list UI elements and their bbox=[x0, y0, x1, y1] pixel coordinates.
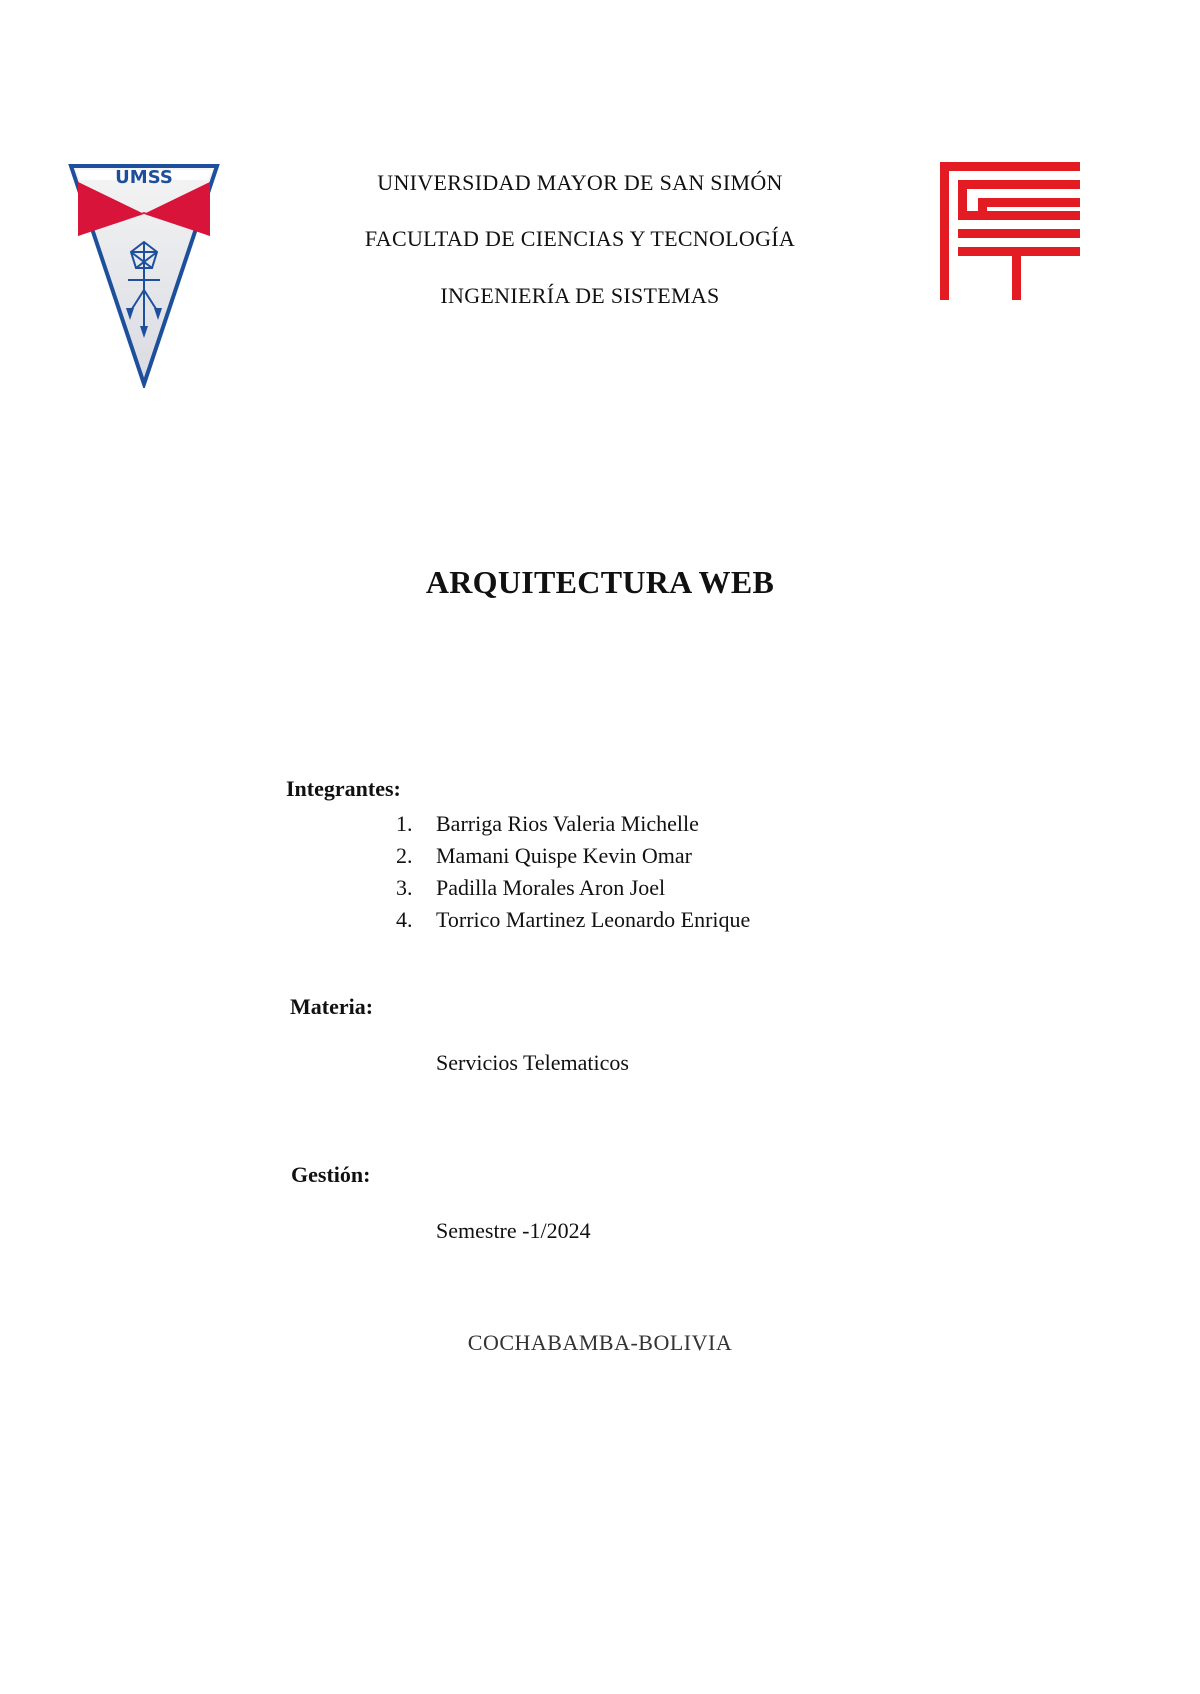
member-name: Padilla Morales Aron Joel bbox=[436, 875, 666, 900]
faculty-name: FACULTAD DE CIENCIAS Y TECNOLOGÍA bbox=[364, 226, 796, 251]
university-name: UNIVERSIDAD MAYOR DE SAN SIMÓN bbox=[377, 170, 783, 195]
umss-logo-text: UMSS bbox=[115, 167, 173, 188]
list-item-number: 2. bbox=[396, 843, 413, 868]
member-name: Torrico Martinez Leonardo Enrique bbox=[436, 907, 751, 932]
gestion-value: Semestre -1/2024 bbox=[436, 1218, 591, 1243]
member-name: Barriga Rios Valeria Michelle bbox=[436, 811, 699, 836]
city-location: COCHABAMBA-BOLIVIA bbox=[467, 1330, 733, 1355]
member-name: Mamani Quispe Kevin Omar bbox=[436, 843, 692, 868]
umss-logo bbox=[68, 162, 220, 388]
list-item-number: 3. bbox=[396, 875, 413, 900]
member-list bbox=[396, 808, 750, 936]
list-item-number: 1. bbox=[396, 811, 413, 836]
program-name: INGENIERÍA DE SISTEMAS bbox=[440, 283, 720, 308]
list-item bbox=[396, 872, 750, 904]
fcyt-logo bbox=[940, 162, 1080, 300]
list-item-number: 4. bbox=[396, 907, 413, 932]
materia-label: Materia: bbox=[290, 994, 374, 1019]
materia-value: Servicios Telematicos bbox=[436, 1050, 629, 1075]
list-item bbox=[396, 840, 750, 872]
list-item bbox=[396, 904, 750, 936]
integrantes-label: Integrantes: bbox=[286, 776, 401, 801]
gestion-label: Gestión: bbox=[291, 1162, 371, 1187]
document-title: ARQUITECTURA WEB bbox=[425, 564, 775, 600]
list-item bbox=[396, 808, 750, 840]
